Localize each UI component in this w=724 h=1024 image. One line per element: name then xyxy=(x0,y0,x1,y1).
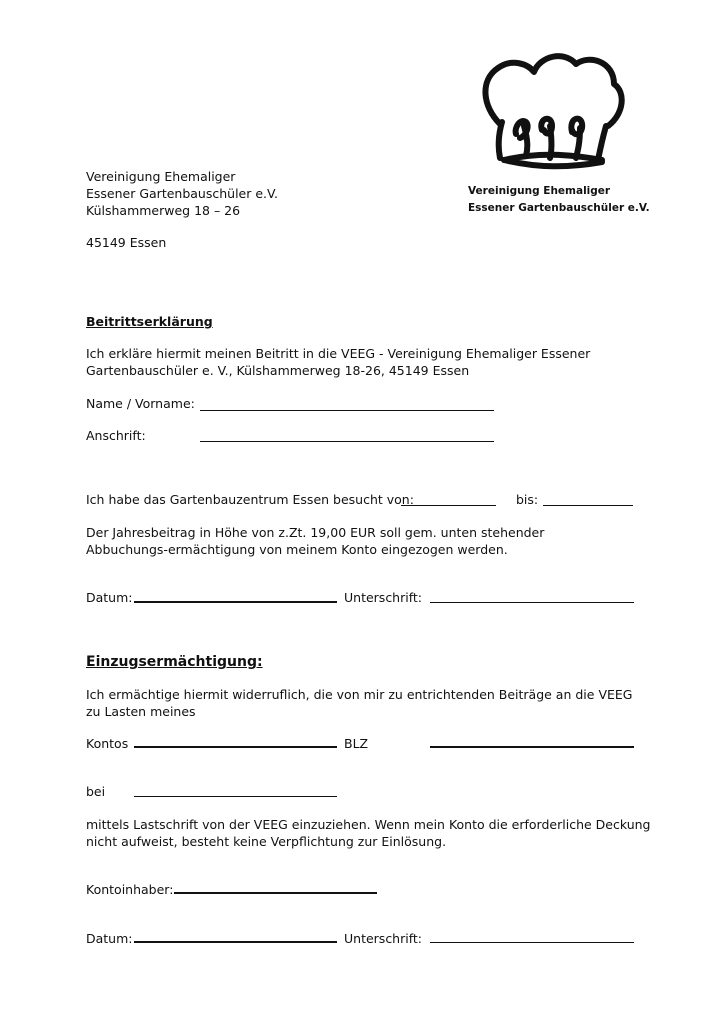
beitritt-text-line1: Ich erkläre hiermit meinen Beitritt in die VEEG - Vereinigung Ehemaliger Essener xyxy=(86,346,591,361)
sender-line3: Külshammerweg 18 – 26 xyxy=(86,203,241,218)
besucht-label: Ich habe das Gartenbauzentrum Essen besucht von: xyxy=(86,492,414,507)
chef-hat-logo-icon xyxy=(468,44,628,174)
blz-label: BLZ xyxy=(344,736,369,751)
einzug-text-line1: Ich ermächtige hiermit widerruflich, die von mir zu entrichtenden Beiträge an die VEEG xyxy=(86,687,633,702)
kontos-label: Kontos xyxy=(86,736,129,751)
sender-line4: 45149 Essen xyxy=(86,235,167,250)
unterschrift-field[interactable] xyxy=(430,602,634,603)
bis-field[interactable] xyxy=(543,505,633,506)
name-field[interactable] xyxy=(200,410,494,411)
blz-field[interactable] xyxy=(430,746,634,748)
einzug-unterschrift-field[interactable] xyxy=(430,942,634,943)
konto-field[interactable] xyxy=(134,746,337,748)
bis-label: bis: xyxy=(516,492,539,507)
kontoinhaber-label: Kontoinhaber: xyxy=(86,882,174,897)
bei-label: bei xyxy=(86,784,106,799)
kontoinhaber-field[interactable] xyxy=(174,892,377,894)
datum-label: Datum: xyxy=(86,590,133,605)
einzug-unterschrift-label: Unterschrift: xyxy=(344,931,423,946)
sender-line1: Vereinigung Ehemaliger xyxy=(86,169,236,184)
sender-line2: Essener Gartenbauschüler e.V. xyxy=(86,186,278,201)
anschrift-field[interactable] xyxy=(200,441,494,442)
einzug-text-line2: zu Lasten meines xyxy=(86,704,196,719)
beitritt-heading: Beitrittserklärung xyxy=(86,314,213,329)
name-label: Name / Vorname: xyxy=(86,396,195,411)
lastschrift-line2: nicht aufweist, besteht keine Verpflichtung zur Einlösung. xyxy=(86,834,447,849)
einzug-datum-label: Datum: xyxy=(86,931,133,946)
lastschrift-line1: mittels Lastschrift von der VEEG einzuziehen. Wenn mein Konto die erforderliche Deckung xyxy=(86,817,651,832)
beitrag-line1: Der Jahresbeitrag in Höhe von z.Zt. 19,00 EUR soll gem. unten stehender xyxy=(86,525,545,540)
logo-caption-line2: Essener Gartenbauschüler e.V. xyxy=(468,202,650,214)
einzug-heading: Einzugsermächtigung: xyxy=(86,654,263,670)
logo-caption-line1: Vereinigung Ehemaliger xyxy=(468,185,611,197)
unterschrift-label: Unterschrift: xyxy=(344,590,423,605)
einzug-datum-field[interactable] xyxy=(134,941,337,943)
besucht-von-field[interactable] xyxy=(401,505,496,506)
anschrift-label: Anschrift: xyxy=(86,428,146,443)
beitritt-text-line2: Gartenbauschüler e. V., Külshammerweg 18-26, 45149 Essen xyxy=(86,363,470,378)
bank-field[interactable] xyxy=(134,796,337,797)
datum-field[interactable] xyxy=(134,601,337,603)
beitrag-line2: Abbuchungs-ermächtigung von meinem Konto eingezogen werden. xyxy=(86,542,508,557)
